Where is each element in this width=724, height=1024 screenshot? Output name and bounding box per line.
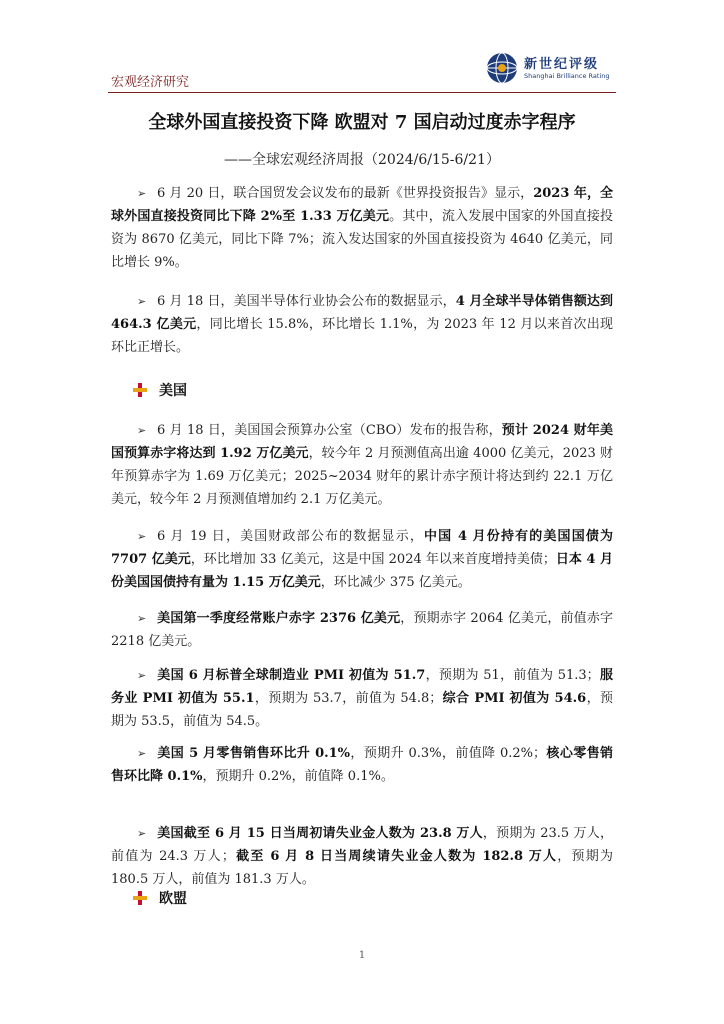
us-paragraph-4: ➢ 美国 6 月标普全球制造业 PMI 初值为 51.7，预期为 51，前值为 51.3；服务业 PMI 初值为 55.1，预期为 53.7，前值为 54.8；综合 PMI 初值为 54.6，预期为 53.5，前值为 54.5。 (111, 664, 613, 733)
section-title: 美国 (159, 383, 187, 399)
us-paragraph-5: ➢ 美国 5 月零售销售环比升 0.1%，预期升 0.3%，前值降 0.2%；核心零售销售环比降 0.1%，预期升 0.2%，前值降 0.1%。 (111, 742, 613, 788)
brand-globe-icon (486, 52, 518, 84)
header-section-label: 宏观经济研究 (111, 75, 190, 90)
bullet-arrow-icon: ➢ (137, 827, 147, 840)
section-title: 欧盟 (159, 891, 187, 907)
bullet-arrow-icon: ➢ (137, 612, 147, 625)
report-title: 全球外国直接投资下降 欧盟对 7 国启动过度赤字程序 (148, 112, 576, 133)
bullet-arrow-icon: ➢ (137, 424, 147, 437)
bullet-arrow-icon: ➢ (137, 530, 147, 543)
us-paragraph-3: ➢ 美国第一季度经常账户赤字 2376 亿美元，预期赤字 2064 亿美元，前值赤字 2218 亿美元。 (111, 607, 613, 653)
us-paragraph-2: ➢ 6 月 19 日，美国财政部公布的数据显示，中国 4 月份持有的美国国债为 7707 亿美元，环比增加 33 亿美元，这是中国 2024 年以来首度增持美债；日本 4 月份美国国债持有量为 1.15 万亿美元，环比减少 375 亿美元。 (111, 525, 613, 594)
logo-english-name: Shanghai Brilliance Rating (524, 72, 610, 80)
section-marker-icon (133, 383, 147, 397)
bullet-arrow-icon: ➢ (137, 187, 147, 200)
intro-paragraph-1: ➢ 6 月 20 日，联合国贸发会议发布的最新《世界投资报告》显示，2023 年，全球外国直接投资同比下降 2%至 1.33 万亿美元。其中，流入发展中国家的外国直接投资为 8670 亿美元，同比下降 7%；流入发达国家的外国直接投资为 4640 亿美元，同比增长 9%。 (111, 182, 613, 274)
bullet-arrow-icon: ➢ (137, 669, 147, 682)
section-marker-icon (133, 891, 147, 905)
brand-logo (486, 50, 616, 88)
logo-chinese-name: 新世纪评级 (524, 57, 600, 72)
us-paragraph-1: ➢ 6 月 18 日，美国国会预算办公室（CBO）发布的报告称，预计 2024 财年美国预算赤字将达到 1.92 万亿美元，较今年 2 月预测值高出逾 4000 亿美元，2023 财年预算赤字为 1.69 万亿美元；2025~2034 财年的累计赤字预计将达到约 22.1 万亿美元，较今年 2 月预测值增加约 2.1 万亿美元。 (111, 419, 613, 511)
report-subtitle: ——全球宏观经济周报（2024/6/15-6/21） (224, 152, 500, 168)
intro-paragraph-2: ➢ 6 月 18 日，美国半导体行业协会公布的数据显示，4 月全球半导体销售额达到 464.3 亿美元，同比增长 15.8%，环比增长 1.1%，为 2023 年 12 月以来首次出现环比正增长。 (111, 290, 613, 359)
bullet-arrow-icon: ➢ (137, 295, 147, 308)
bullet-arrow-icon: ➢ (137, 747, 147, 760)
us-paragraph-6: ➢ 美国截至 6 月 15 日当周初请失业金人数为 23.8 万人，预期为 23.5 万人，前值为 24.3 万人；截至 6 月 8 日当周续请失业金人数为 182.8 万人，预期为 180.5 万人，前值为 181.3 万人。 (111, 822, 613, 891)
header-divider (108, 92, 616, 93)
page-number: 1 (358, 950, 366, 961)
